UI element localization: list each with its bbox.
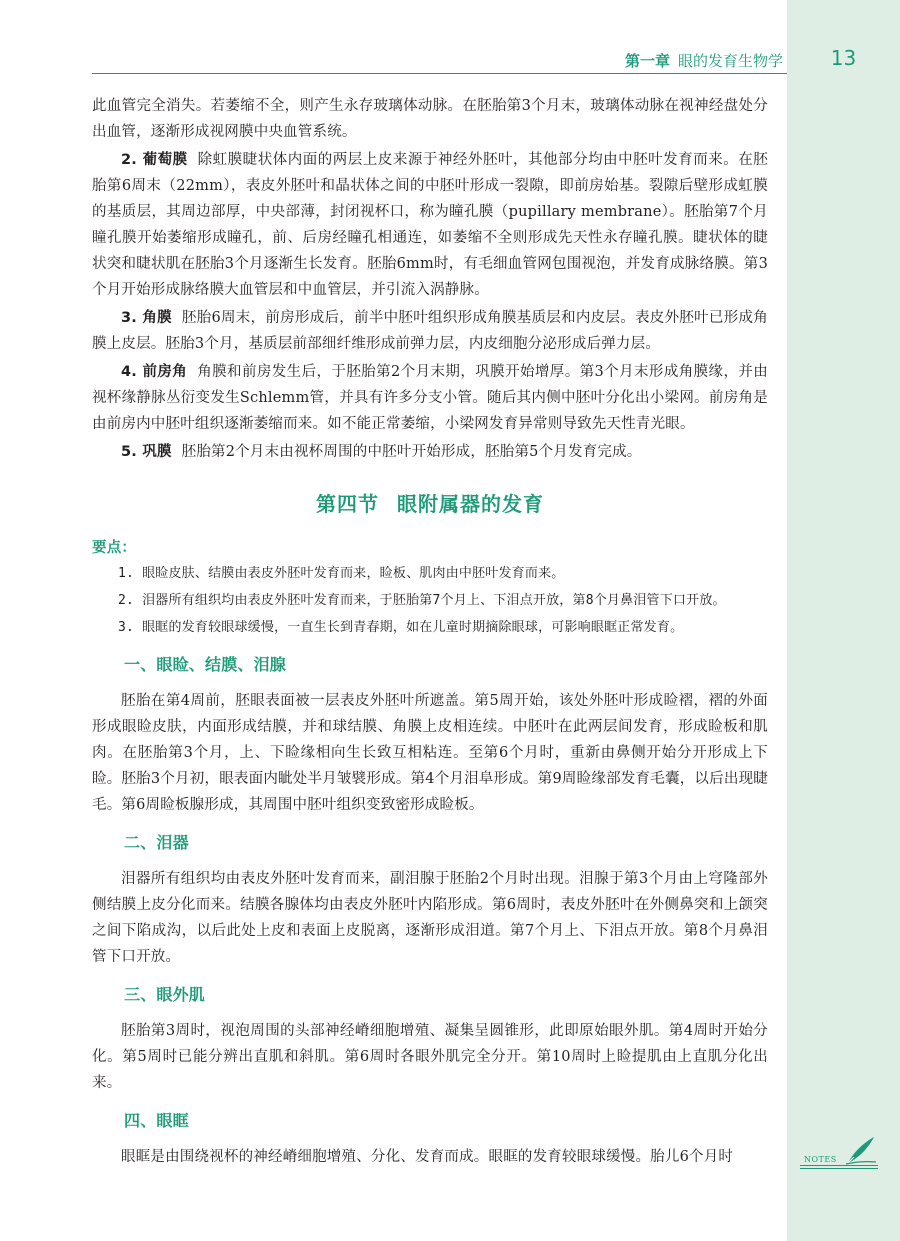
subsection-paragraph: 胚胎在第4周前，胚眼表面被一层表皮外胚叶所遮盖。第5周开始，该处外胚叶形成睑褶，褶的外面形成眼睑皮肤，内面形成结膜，并和球结膜、角膜上皮相连续。中胚叶在此两层间发育，形成睑板和肌肉。在胚胎第3个月，上、下睑缘相向生长致互相粘连。至第6个月时，重新由鼻侧开始分开形成上下睑。胚胎3个月初，眼表面内眦处半月皱襞形成。第4个月泪阜形成。第9周睑缘部发育毛囊，以后出现睫毛。第6周睑板腺形成，其周围中胚叶组织变致密形成睑板。 [92, 693, 768, 813]
item-text: 胚胎6周末，前房形成后，前半中胚叶组织形成角膜基质层和内皮层。表皮外胚叶已形成角膜上皮层。胚胎3个月，基质层前部细纤维形成前弹力层，内皮细胞分泌形成后弹力层。 [92, 310, 768, 352]
item-paragraph [92, 305, 768, 357]
subsection-title: 三、眼外肌 [124, 985, 206, 1004]
keypoint-item: 1. 眼睑皮肤、结膜由表皮外胚叶发育而来，睑板、肌肉由中胚叶发育而来。 [118, 566, 565, 581]
subsection-title: 四、眼眶 [124, 1111, 189, 1130]
intro-paragraph: 此血管完全消失。若萎缩不全，则产生永存玻璃体动脉。在胚胎第3个月末，玻璃体动脉在视神经盘处分出血管，逐渐形成视网膜中央血管系统。 [92, 98, 768, 140]
chapter-heading [625, 50, 783, 71]
item-text: 胚胎第2个月末由视杯周围的中胚叶开始形成，胚胎第5个月发育完成。 [181, 444, 642, 460]
section-title [92, 491, 768, 517]
notes-sidebar [787, 0, 900, 1241]
chapter-number: 第一章 [624, 52, 670, 70]
header-rule [92, 73, 787, 74]
section-name: 眼附属器的发育 [397, 492, 544, 516]
notes-label: NOTES [804, 1155, 837, 1164]
keypoint-item: 3. 眼眶的发育较眼球缓慢，一直生长到青春期，如在儿童时期摘除眼球，可影响眼眶正常发育。 [118, 620, 684, 635]
item-text: 角膜和前房发生后，于胚胎第2个月末期，巩膜开始增厚。第3个月末形成角膜缘，并由视杯缘静脉丛衍变发生Schlemm管，并具有许多分支小管。随后其内侧中胚叶分化出小梁网。前房角是由前房内中胚叶组织逐渐萎缩而来。如不能正常萎缩，小梁网发育异常则导致先天性青光眼。 [92, 364, 768, 432]
page-number: 13 [830, 46, 857, 70]
notes-rule [800, 1168, 878, 1169]
chapter-title: 眼的发育生物学 [677, 52, 783, 70]
subsection-title: 一、眼睑、结膜、泪腺 [124, 655, 287, 674]
item-lead: 4. 前房角 [121, 364, 188, 380]
item-text: 除虹膜睫状体内面的两层上皮来源于神经外胚叶，其他部分均由中胚叶发育而来。在胚胎第6周末（22mm），表皮外胚叶和晶状体之间的中胚叶形成一裂隙，即前房始基。裂隙后壁形成虹膜的基质层，其周边部厚，中央部薄，封闭视杯口，称为瞳孔膜（pupillary membrane）。胚胎第7个月瞳孔膜开始萎缩形成瞳孔，前、后房经瞳孔相通连，如萎缩不全则形成先天性永存瞳孔膜。睫状体的睫状突和睫状肌在胚胎3个月逐渐生长发育。胚胎6mm时，有毛细血管网包围视泡，并发育成脉络膜。第3个月开始形成脉络膜大血管层和中血管层，并引流入涡静脉。 [92, 152, 768, 298]
subsection-title: 二、泪器 [124, 833, 189, 852]
subsection-paragraph: 眼眶是由围绕视杯的神经嵴细胞增殖、分化、发育而成。眼眶的发育较眼球缓慢。胎儿6个月时 [121, 1149, 734, 1165]
page-body [92, 93, 768, 1172]
keypoint-item: 2. 泪器所有组织均由表皮外胚叶发育而来，于胚胎第7个月上、下泪点开放，第8个月鼻泪管下口开放。 [118, 593, 726, 608]
running-header [92, 48, 787, 72]
section-number: 第四节 [316, 492, 379, 516]
keypoints-label: 要点： [92, 540, 137, 556]
subsection-paragraph: 泪器所有组织均由表皮外胚叶发育而来，副泪腺于胚胎2个月时出现。泪腺于第3个月由上穹隆部外侧结膜上皮分化而来。结膜各腺体均由表皮外胚叶内陷形成。第6周时，表皮外胚叶在外侧鼻突和上颌突之间下陷成沟，以后此处上皮和表面上皮脱离，逐渐形成泪道。第7个月上、下泪点开放。第8个月鼻泪管下口开放。 [92, 871, 768, 965]
item-lead: 2. 葡萄膜 [121, 152, 188, 168]
item-paragraph [92, 439, 768, 465]
item-paragraph [92, 359, 768, 437]
item-paragraph [92, 147, 768, 303]
subsection-paragraph: 胚胎第3周时，视泡周围的头部神经嵴细胞增殖、凝集呈圆锥形，此即原始眼外肌。第4周时开始分化。第5周时已能分辨出直肌和斜肌。第6周时各眼外肌完全分开。第10周时上睑提肌由上直肌分化出来。 [92, 1023, 768, 1091]
notes-marker [800, 1135, 882, 1175]
notes-rule [800, 1165, 878, 1166]
item-lead: 5. 巩膜 [121, 444, 172, 460]
pen-icon [844, 1135, 878, 1165]
item-lead: 3. 角膜 [121, 310, 172, 326]
